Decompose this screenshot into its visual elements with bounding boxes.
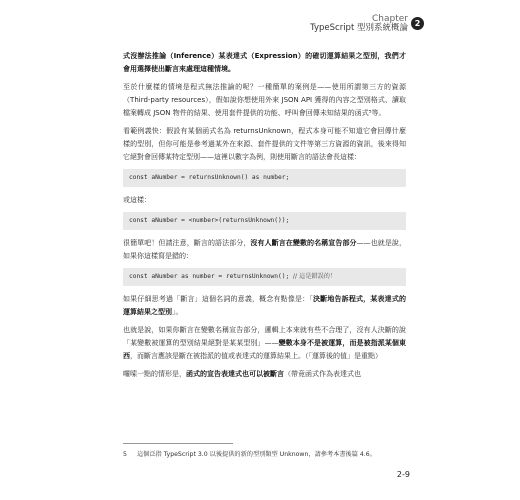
code-comment: // 這是錯誤的！: [292, 273, 337, 280]
paragraph-3: [123, 125, 406, 164]
body-text: 或這樣：: [123, 196, 151, 204]
code-block-3: [123, 268, 406, 286]
code-text: const aNumber as number = returnsUnknown();: [129, 273, 293, 280]
page-content: [123, 50, 406, 386]
emphasis-text: 變數本身不是被運算，而是被指派某個東西: [123, 339, 406, 360]
footnote-number: 5: [123, 451, 127, 458]
body-text: 至於什麼樣的情境是程式無法推論的呢？一種簡單的案例是——使用所謂第三方的資源（Third-party resources），假如說你想使用外來 JSON API 獲得的內容之型別格式、讀取檔案轉成 JSON 物件的結果、使用套件提供的功能、呼叫會回傳未知結果的函式⁵等。: [123, 83, 406, 117]
footnote-text: 這個泛指 TypeScript 3.0 以後提供的新的型別類型 Unknown，請參考本書後篇 4.6。: [137, 451, 376, 458]
body-text: 」。: [172, 308, 183, 316]
page-number: 2-9: [396, 470, 410, 479]
emphasis-text: 函式的宣告表達式也可以被斷言: [186, 370, 284, 378]
emphasis-text: 決斷地告訴程式，某表達式的運算結果之型別: [123, 295, 406, 316]
chapter-number-badge: 2: [411, 17, 424, 30]
body-text: 很簡單吧！但請注意，斷言的語法部分，: [123, 239, 251, 247]
paragraph-7: [123, 324, 406, 363]
body-text: 看範例義快：假設有某個函式名為 returnsUnknown，程式本身可能不知道它會回傳什麼樣的型別，但你可能是參考過某外在來源、套件提供的文件等第三方資源的資訊，後來得知它絕對會回傳某特定型別——這裡以數字為例，則使用斷言的語法會長這樣：: [123, 127, 406, 161]
paragraph-6: [123, 293, 406, 319]
paragraph-8: [123, 368, 406, 381]
code-text: const aNumber = <number>(returnsUnknown());: [129, 217, 290, 224]
paragraph-1: [123, 50, 406, 76]
chapter-title: TypeScript 型別系統概論: [310, 23, 408, 34]
paragraph-4: [123, 194, 406, 207]
footnote: [123, 449, 406, 458]
body-text: （帶竟函式作為表達式也: [284, 370, 361, 378]
body-text: ，而斷言應該是斷在被指派的值或表達式的運算結果上。（「運算後的值」是重點）: [130, 352, 382, 360]
footnote-divider: [123, 443, 233, 444]
body-text: 囉嗦一點的情形是，: [123, 370, 186, 378]
paragraph-5: [123, 237, 406, 263]
code-text: const aNumber = returnsUnknown() as number;: [129, 174, 290, 181]
paragraph-2: [123, 81, 406, 120]
chapter-label: Chapter: [372, 14, 408, 24]
code-block-1: [123, 169, 406, 187]
body-text: 如果仔細思考過「斷言」這個名詞的意義，概念有點像是：「: [123, 295, 313, 303]
emphasis-text: 沒有人斷言在變數的名稱宣告部分: [250, 239, 357, 247]
chapter-header: [310, 14, 408, 34]
body-text: 也就是說，如果你斷言在變數名稱宣告部分，邏輯上本來就有些不合理了，沒有人決斷的說「某變數被運算的型別結果絕對是某某型別」——: [123, 326, 406, 347]
body-text: ——也就是說，如果你這樣寫是錯的：: [123, 239, 407, 260]
emphasis-text: 式沒辦法推論（Inference）某表達式（Expression）的確切運算結果之型別，我們才會用選擇使出斷言來處理這種情境。: [123, 52, 406, 73]
code-block-2: [123, 212, 406, 230]
